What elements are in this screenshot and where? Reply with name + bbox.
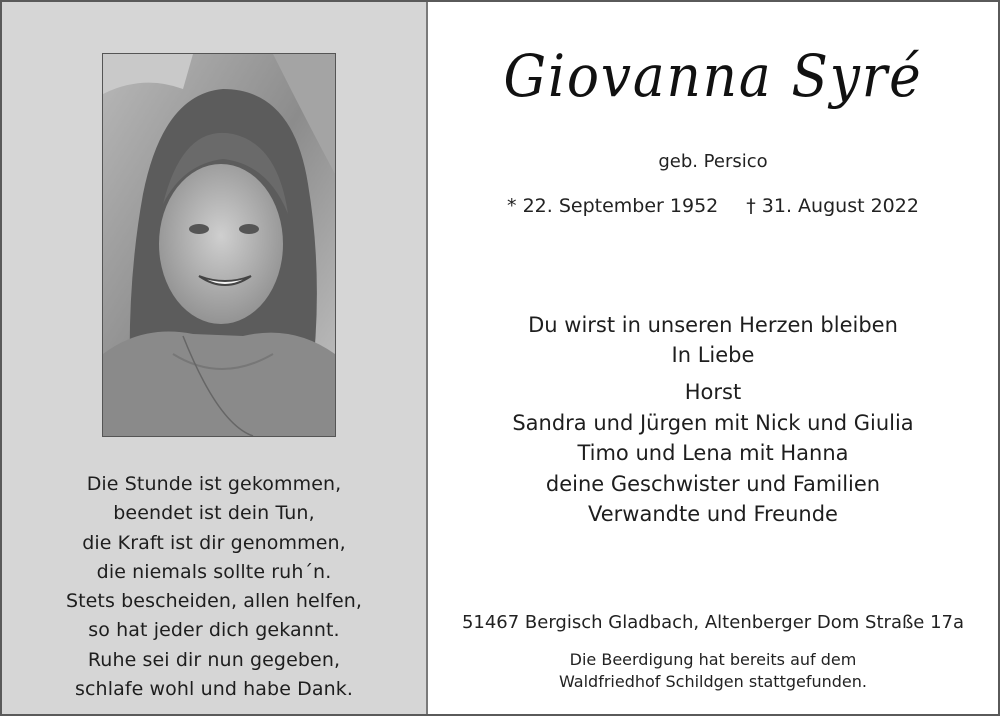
farewell-message xyxy=(428,310,998,370)
funeral-line: Die Beerdigung hat bereits auf dem xyxy=(569,650,857,669)
mourners-list xyxy=(428,377,998,530)
poem-line: Stets bescheiden, allen helfen, xyxy=(65,590,363,613)
poem-line: schlafe wohl und habe Dank. xyxy=(75,678,353,701)
poem-line: die Kraft ist dir genommen, xyxy=(82,531,346,554)
portrait-image xyxy=(103,54,335,436)
farewell-line: Du wirst in unseren Herzen bleiben xyxy=(528,313,898,337)
mourner-line: deine Geschwister und Familien xyxy=(545,471,881,496)
death-date: † 31. August 2022 xyxy=(746,195,919,217)
left-panel xyxy=(2,2,428,714)
farewell-line: In Liebe xyxy=(671,343,755,367)
right-panel xyxy=(428,2,998,714)
mourner-line: Sandra und Jürgen mit Nick und Giulia xyxy=(512,410,914,435)
funeral-line: Waldfriedhof Schildgen stattgefunden. xyxy=(559,672,867,691)
poem-line: Die Stunde ist gekommen, xyxy=(86,473,342,495)
poem-line: beendet ist dein Tun, xyxy=(113,502,315,525)
poem-line: so hat jeder dich gekannt. xyxy=(88,619,340,642)
portrait-photo xyxy=(102,53,336,437)
birth-date: * 22. September 1952 xyxy=(507,195,719,217)
poem xyxy=(2,470,426,704)
deceased-name: Giovanna Syré xyxy=(503,42,923,110)
address: 51467 Bergisch Gladbach, Altenberger Dom Straße 17a xyxy=(461,612,965,633)
maiden-name: geb. Persico xyxy=(658,151,768,172)
poem-line: Ruhe sei dir nun gegeben, xyxy=(87,648,341,671)
poem-line: die niemals sollte ruh´n. xyxy=(96,560,332,583)
mourner-line: Timo und Lena mit Hanna xyxy=(577,441,849,465)
mourner-line: Horst xyxy=(684,380,742,404)
mourner-line: Verwandte und Freunde xyxy=(588,502,838,526)
funeral-notice xyxy=(428,649,998,693)
life-dates xyxy=(428,195,998,217)
